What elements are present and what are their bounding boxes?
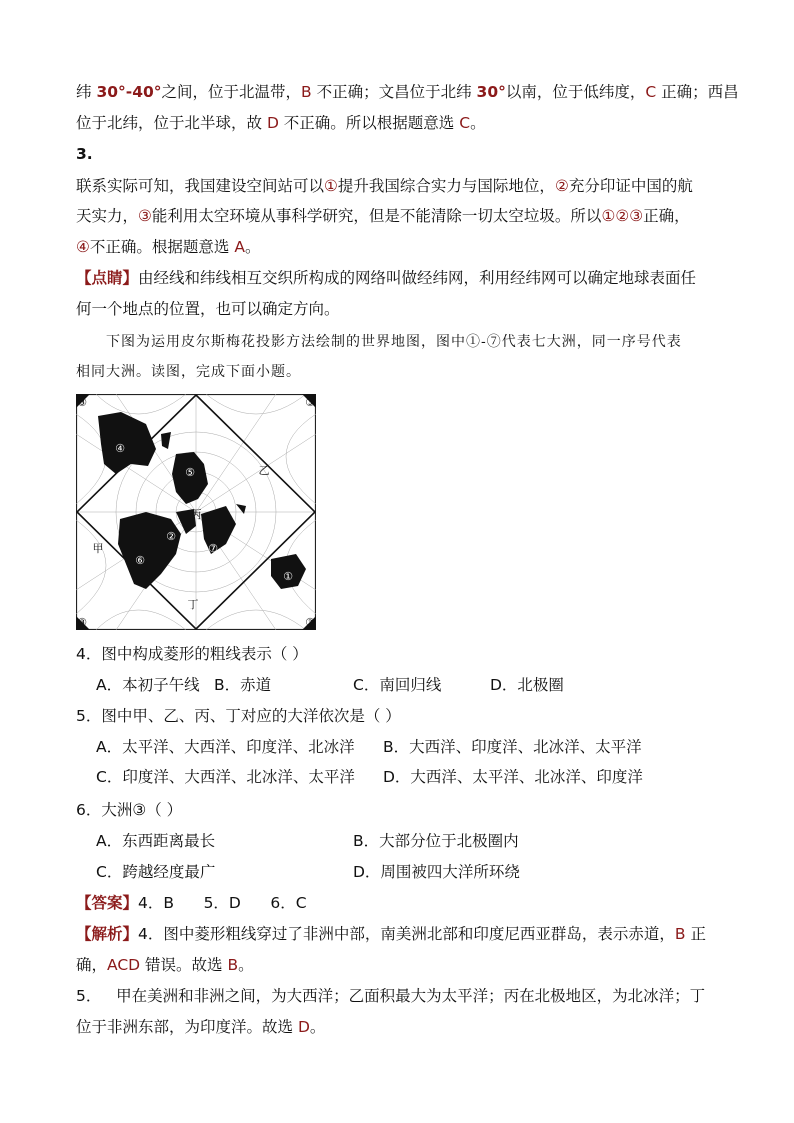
q3-line-3 xyxy=(76,237,260,257)
q4-option-a[interactable]: A．本初子午线 xyxy=(96,676,200,694)
text: B xyxy=(301,83,312,101)
q6-option-b[interactable]: B．大部分位于北极圈内 xyxy=(353,832,519,850)
analysis-tag: 【解析】 xyxy=(76,925,139,943)
text: 由经线和纬线相互交织所构成的网络叫做经纬网，利用经纬网可以确定地球表面任 xyxy=(138,269,697,287)
map-label: ⑤ xyxy=(185,466,195,479)
q5-stem: 5．图中甲、乙、丙、丁对应的大洋依次是（ ） xyxy=(76,707,401,725)
q6-option-a[interactable]: A．东西距离最长 xyxy=(96,832,216,850)
map-label: ③ xyxy=(305,616,315,629)
text: 正确；西昌 xyxy=(656,83,739,101)
text: 之间，位于北温带， xyxy=(161,83,302,101)
text: ② xyxy=(554,177,569,195)
q6-option-d[interactable]: D．周围被四大洋所环绕 xyxy=(353,863,520,881)
text: 30°-40° xyxy=(96,83,162,101)
q6-stem: 6．大洲③（ ） xyxy=(76,801,183,819)
prev-analysis-line-2 xyxy=(76,113,486,133)
text: 以南，位于低纬度， xyxy=(505,83,646,101)
text: 确， xyxy=(76,956,108,974)
text: 提升我国综合实力与国际地位， xyxy=(337,177,555,195)
text: 。 xyxy=(244,238,261,256)
text: ACD xyxy=(107,956,141,974)
answer-tag: 【答案】 xyxy=(76,894,139,912)
analysis-line-4 xyxy=(76,1017,325,1037)
text: 不正确。根据题意选 xyxy=(89,238,235,256)
dianjing-line-2: 何一个地点的位置，也可以确定方向。 xyxy=(76,300,340,318)
analysis-line-1 xyxy=(76,924,706,944)
q3-number: 3. xyxy=(76,145,93,163)
map-label: ② xyxy=(166,530,176,543)
text: 充分印证中国的航 xyxy=(568,177,693,195)
text: 。 xyxy=(470,114,486,132)
map-label: ⑥ xyxy=(135,554,145,567)
answer-line xyxy=(76,893,307,913)
map-label: ③ xyxy=(77,616,87,629)
intro-line-2: 相同大洲。读图，完成下面小题。 xyxy=(76,364,301,380)
world-map-figure xyxy=(76,394,316,630)
text: D xyxy=(266,114,279,132)
text: 位于非洲东部，为印度洋。故选 xyxy=(76,1018,298,1036)
q4-option-c[interactable]: C．南回归线 xyxy=(353,676,442,694)
text: D xyxy=(297,1018,310,1036)
ocean-label-jia: 甲 xyxy=(92,542,104,555)
text: 4．图中菱形粗线穿过了非洲中部，南美洲北部和印度尼西亚群岛，表示赤道， xyxy=(138,925,675,943)
ocean-label-yi: 乙 xyxy=(258,464,270,477)
text: 联系实际可知，我国建设空间站可以 xyxy=(76,177,325,195)
peirce-quincuncial-map xyxy=(76,394,316,630)
analysis-line-3: 5． 甲在美洲和非洲之间，为大西洋；乙面积最大为太平洋；丙在北极地区，为北冰洋；丁 xyxy=(76,987,706,1005)
prev-analysis-line-1 xyxy=(76,82,739,102)
q6-option-c[interactable]: C．跨越经度最广 xyxy=(96,863,216,881)
map-label: ③ xyxy=(305,396,315,409)
dianjing-line-1 xyxy=(76,268,696,288)
text: C xyxy=(645,83,657,101)
q4-option-b[interactable]: B．赤道 xyxy=(214,676,272,694)
text: 。 xyxy=(309,1018,326,1036)
ocean-label-ding: 丁 xyxy=(187,598,199,611)
answer-text: 4．B 5．D 6．C xyxy=(138,894,307,912)
analysis-line-2 xyxy=(76,955,254,975)
q5-option-c[interactable]: C．印度洋、大西洋、北冰洋、太平洋 xyxy=(96,768,355,786)
map-label: 丙 xyxy=(190,508,202,521)
text: 位于北纬，位于北半球，故 xyxy=(76,114,267,132)
map-label: ⑦ xyxy=(208,542,218,555)
map-label: ① xyxy=(283,570,293,583)
q5-option-b[interactable]: B．大西洋、印度洋、北冰洋、太平洋 xyxy=(383,738,642,756)
text: 错误。故选 xyxy=(140,956,228,974)
text: C xyxy=(459,114,471,132)
q3-line-1 xyxy=(76,176,693,196)
text: B xyxy=(674,925,686,943)
q4-option-d[interactable]: D．北极圈 xyxy=(490,676,564,694)
q5-option-d[interactable]: D．大西洋、太平洋、北冰洋、印度洋 xyxy=(383,768,643,786)
text: ④ xyxy=(76,238,90,256)
text: B xyxy=(227,956,239,974)
text: 。 xyxy=(238,956,254,974)
dianjing-tag: 【点睛】 xyxy=(76,269,139,287)
map-label: ③ xyxy=(77,396,87,409)
text: 天实力， xyxy=(76,207,139,225)
text: 正确， xyxy=(643,207,690,225)
q5-option-a[interactable]: A．太平洋、大西洋、印度洋、北冰洋 xyxy=(96,738,355,756)
text: ③ xyxy=(138,207,152,225)
text: 正 xyxy=(685,925,706,943)
text: 能利用太空环境从事科学研究，但是不能清除一切太空垃圾。所以 xyxy=(151,207,602,225)
text: ①②③ xyxy=(601,207,644,225)
text: 30° xyxy=(476,83,506,101)
q4-stem: 4．图中构成菱形的粗线表示（ ） xyxy=(76,645,308,663)
text: 不正确；文昌位于北纬 xyxy=(311,83,477,101)
intro-line-1: 下图为运用皮尔斯梅花投影方法绘制的世界地图，图中①-⑦代表七大洲，同一序号代表 xyxy=(106,334,682,350)
text: 不正确。所以根据题意选 xyxy=(278,114,460,132)
q3-line-2 xyxy=(76,206,690,226)
text: A xyxy=(234,238,245,256)
text: 纬 xyxy=(76,83,97,101)
text: ① xyxy=(324,177,338,195)
map-label: ④ xyxy=(115,442,125,455)
